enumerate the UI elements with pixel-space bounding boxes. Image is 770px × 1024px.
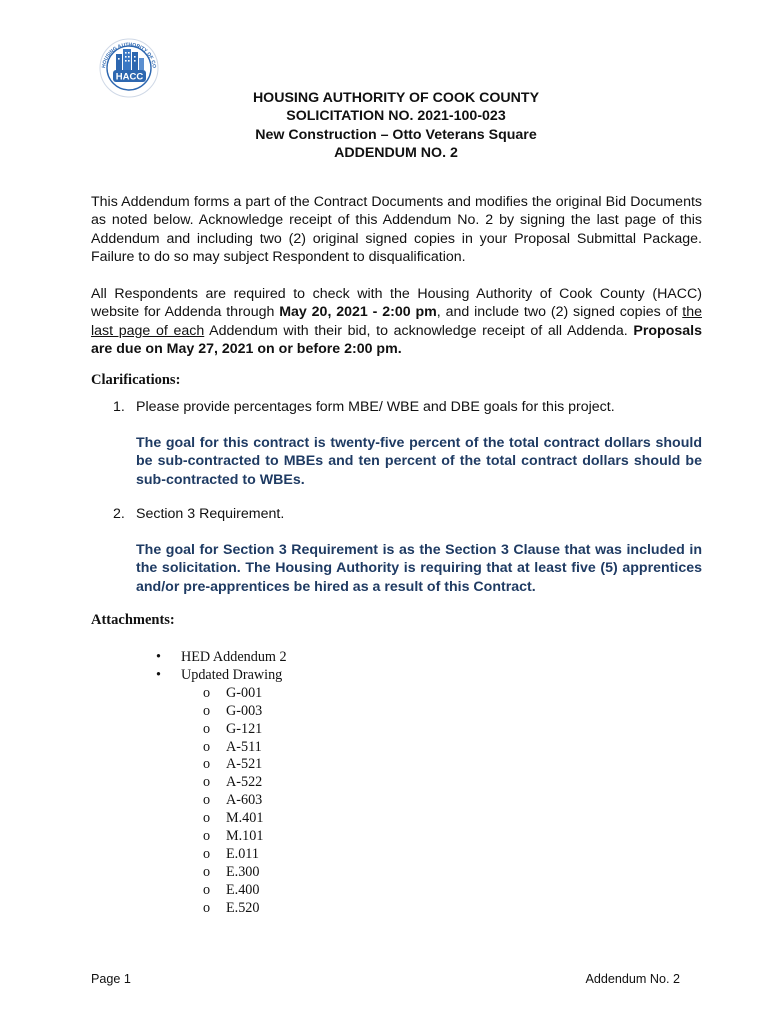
bullet-icon: • — [156, 666, 161, 683]
circle-bullet-icon: o — [203, 774, 211, 791]
drawing-list — [156, 685, 287, 918]
clarification-item — [113, 399, 615, 415]
drawing-number: E.520 — [226, 899, 260, 916]
clarification-item — [113, 506, 284, 522]
clarification-number: 1. — [113, 399, 125, 415]
drawing-item — [203, 900, 287, 918]
drawing-number: G-121 — [226, 720, 263, 737]
drawing-item — [203, 846, 287, 864]
attachment-label: HED Addendum 2 — [181, 649, 287, 665]
drawing-number: E.300 — [226, 863, 260, 880]
logo-ring-text: HOUSING AUTHORITY OF CO — [101, 41, 157, 69]
drawing-item — [203, 685, 287, 703]
header-addendum: ADDENDUM NO. 2 — [334, 144, 458, 161]
drawing-item — [203, 810, 287, 828]
circle-bullet-icon: o — [203, 684, 211, 701]
clarification-number: 2. — [113, 506, 125, 522]
drawing-number: A-521 — [226, 756, 263, 773]
drawing-item — [203, 882, 287, 900]
clarifications-heading: Clarifications: — [91, 372, 181, 388]
drawing-number: A-603 — [226, 792, 263, 809]
drawing-number: M.401 — [226, 810, 264, 827]
list-item — [156, 649, 287, 667]
circle-bullet-icon: o — [203, 845, 211, 862]
attachments-list — [156, 649, 287, 918]
bullet-icon: • — [156, 649, 161, 665]
drawing-item — [203, 721, 287, 739]
circle-bullet-icon: o — [203, 863, 211, 880]
drawing-item — [203, 756, 287, 774]
logo-text: HACC — [115, 71, 144, 83]
respondents-text-2: , and include two (2) signed copies of — [436, 304, 683, 321]
attachment-label: Updated Drawing — [181, 666, 283, 683]
intro-paragraph: This Addendum forms a part of the Contract Documents and modifies the original Bid Documents as noted below. Acknowledge receipt of this Addendum No. 2 by signing the last page of this Addendum and including two (2) original signed copies in your Proposal Submittal Package. Failure to do so may subject Respondent to disqualification. — [91, 194, 702, 266]
footer-addendum: Addendum No. 2 — [585, 972, 680, 986]
drawing-number: M.101 — [226, 828, 264, 845]
drawing-item — [203, 828, 287, 846]
circle-bullet-icon: o — [203, 720, 211, 737]
clarification-question: Please provide percentages form MBE/ WBE and DBE goals for this project. — [136, 399, 615, 415]
circle-bullet-icon: o — [203, 899, 211, 916]
header-organization: HOUSING AUTHORITY OF COOK COUNTY — [252, 90, 540, 106]
circle-bullet-icon: o — [203, 738, 211, 755]
clarification-question: Section 3 Requirement. — [136, 506, 285, 522]
document-header — [0, 89, 770, 162]
drawing-item — [203, 739, 287, 757]
list-item — [156, 667, 287, 685]
circle-bullet-icon: o — [203, 792, 211, 809]
header-project: New Construction – Otto Veterans Square — [255, 126, 537, 143]
circle-bullet-icon: o — [203, 881, 211, 898]
clarification-answer: The goal for Section 3 Requirement is as the Section 3 Clause that was included in the solicitation. The Housing Authority is requiring that at least five (5) apprentices and/or pre-apprentices be hired as a result of this Contract. — [136, 542, 702, 595]
page-number: Page 1 — [91, 972, 131, 986]
circle-bullet-icon: o — [203, 702, 211, 719]
drawing-item — [203, 792, 287, 810]
drawing-item — [203, 864, 287, 882]
header-solicitation: SOLICITATION NO. 2021-100-023 — [286, 108, 506, 125]
drawing-number: A-522 — [226, 774, 263, 791]
drawing-number: A-511 — [226, 738, 262, 755]
respondents-text-1: All Respondents are required to check with the Housing Authority of Cook County (HACC) website for Addenda through — [91, 286, 702, 321]
drawing-number: G-003 — [226, 702, 263, 719]
drawing-number: E.011 — [226, 845, 259, 862]
drawing-item — [203, 774, 287, 792]
drawing-item — [203, 703, 287, 721]
circle-bullet-icon: o — [203, 828, 211, 845]
drawing-number: G-001 — [226, 684, 263, 701]
attachments-heading: Attachments: — [91, 612, 175, 628]
proposal-due-date: Proposals are due on May 27, 2021 on or before 2:00 pm. — [91, 322, 702, 358]
circle-bullet-icon: o — [203, 810, 211, 827]
last-page-emphasis: the last page of each — [91, 304, 702, 339]
clarification-answer: The goal for this contract is twenty-five percent of the total contract dollars should be sub-contracted to MBEs and ten percent of the total contract dollars should be sub-contracted to WBEs. — [136, 435, 702, 488]
drawing-number: E.400 — [226, 881, 260, 898]
circle-bullet-icon: o — [203, 756, 211, 773]
addenda-deadline: May 20, 2021 - 2:00 pm — [279, 304, 437, 321]
respondents-paragraph — [91, 285, 702, 359]
respondents-text-3: Addendum with their bid, to acknowledge receipt of all Addenda. — [204, 322, 634, 339]
